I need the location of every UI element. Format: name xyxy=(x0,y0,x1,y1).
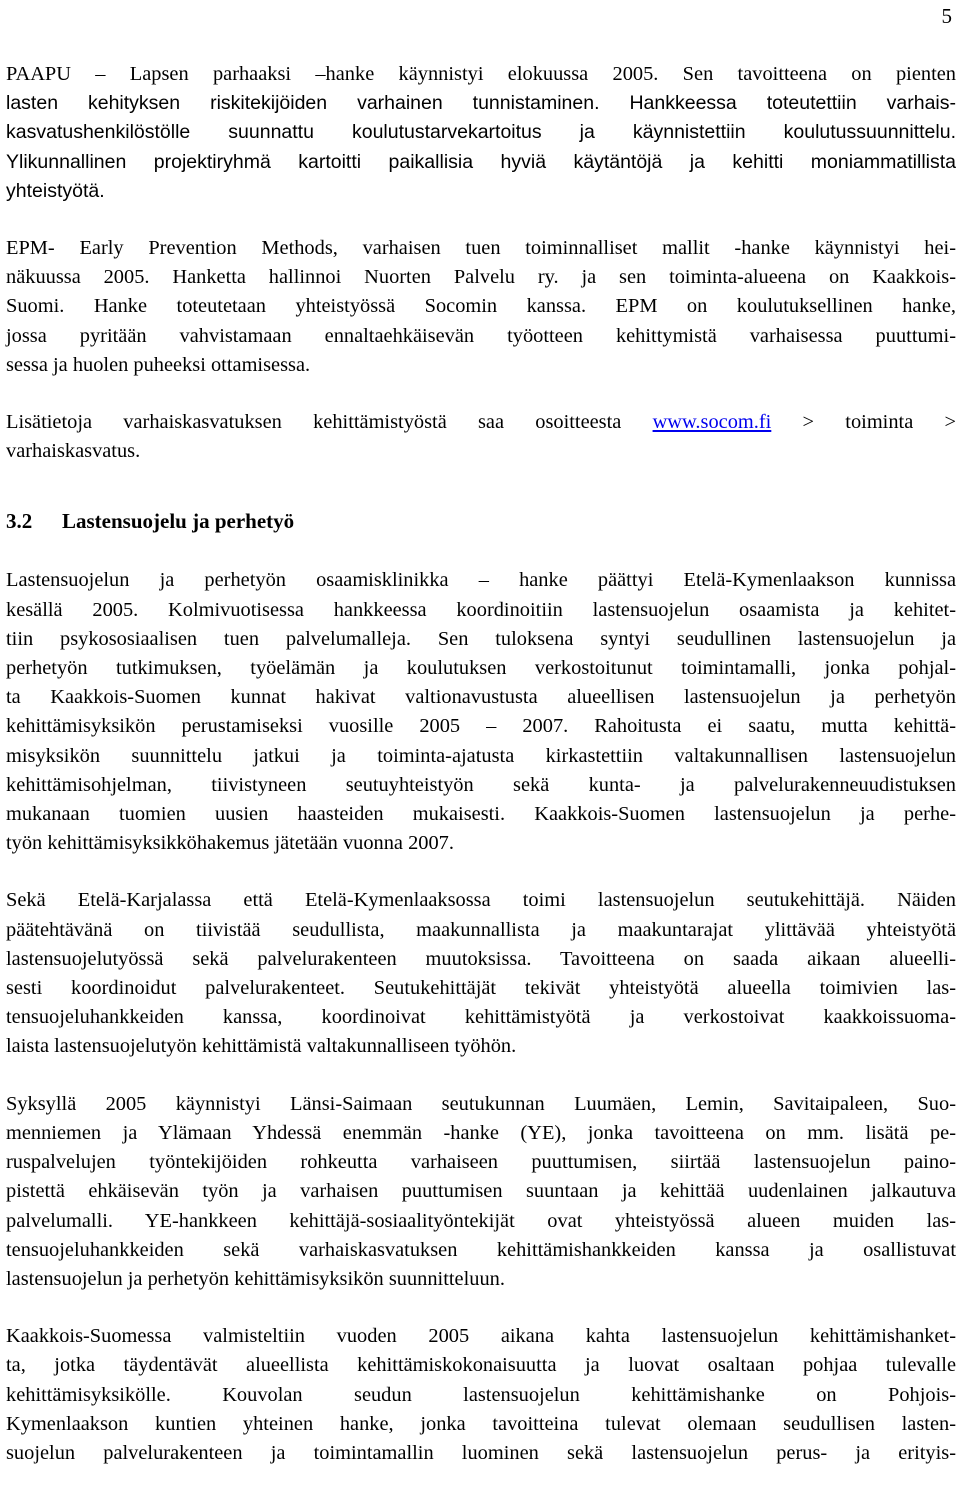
text-line: PAAPU – Lapsen parhaaksi –hanke käynnistyi elokuussa 2005. Sen tavoitteena on pienten xyxy=(6,63,956,85)
paragraph-kaakkois-suomi xyxy=(6,1322,956,1468)
text-line: ruspalvelujen työntekijöiden rohkeutta varhaiseen puuttumisen, siirtää lastensuojelun paino- xyxy=(6,1151,956,1174)
text-line: menniemen ja Ylämaan Yhdessä enemmän -hanke (YE), jonka tavoitteena on mm. lisätä pe- xyxy=(6,1121,956,1144)
text-line: misyksikön suunnittelu jatkui ja toiminta-ajatusta kirkastettiin valtakunnallisen lastensuojelun xyxy=(6,744,956,767)
text-line: jossa pyritään vahvistamaan ennaltaehkäisevän työotteen kehittymistä varhaisessa puuttumi- xyxy=(6,324,956,347)
text-line: Ylikunnallinen projektiryhmä kartoitti paikallisia hyviä käytäntöjä ja kehitti moniammatillista xyxy=(6,150,956,173)
paragraph-paapu xyxy=(6,60,956,206)
text-line: ta, jotka täydentävät alueellista kehittämiskokonaisuutta ja luovat osaltaan pohjaa tulevalle xyxy=(6,1354,956,1377)
text-line xyxy=(6,408,956,437)
text-line: kehittämisyksikön perustamiseksi vuosille 2005 – 2007. Rahoitusta ei saatu, mutta kehittä- xyxy=(6,715,956,738)
paragraph-yhdessa-enemman xyxy=(6,1090,956,1294)
text-line: ta Kaakkois-Suomen kunnat hakivat valtionavustusta alueellisen lastensuojelun ja perhetyön xyxy=(6,686,956,709)
text-line: lasten kehityksen riskitekijöiden varhainen tunnistaminen. Hankkeessa toteutettiin varhais- xyxy=(6,92,956,115)
page-number: 5 xyxy=(941,4,952,28)
text-line: lastensuojelun ja perhetyön kehittämisyksikön suunnitteluun. xyxy=(6,1267,505,1290)
text-line: kesällä 2005. Kolmivuotisessa hankkeessa koordinoitiin lastensuojelun osaamista ja kehitet- xyxy=(6,598,956,621)
text-line: Sekä Etelä-Karjalassa että Etelä-Kymenlaaksossa toimi lastensuojelun seutukehittäjä. Näiden xyxy=(6,889,956,912)
document-body xyxy=(6,60,956,1468)
section-heading xyxy=(6,507,956,536)
text-line: suojelun palvelurakenteen ja toimintamallin luominen sekä lastensuojelun perus- ja erityis- xyxy=(6,1441,956,1464)
socom-link[interactable]: www.socom.fi xyxy=(652,411,772,434)
text-line: perhetyön tutkimuksen, työelämän ja koulutuksen verkostoitunut toimintamalli, jonka pohjal- xyxy=(6,657,956,680)
text-line: EPM- Early Prevention Methods, varhaisen tuen toiminnalliset mallit -hanke käynnistyi hei- xyxy=(6,237,956,260)
paragraph-seutukehittaja xyxy=(6,886,956,1061)
text-line: laista lastensuojelutyön kehittämistä valtakunnalliseen työhön. xyxy=(6,1035,517,1058)
text-line: tensuojeluhankkeiden kanssa, koordinoivat kehittämistyötä ja verkostoivat kaakkoissuoma- xyxy=(6,1006,956,1029)
text-line: yhteistyötä. xyxy=(6,179,105,202)
text-line: tiin psykososiaalisen tuen palvelumalleja. Sen tuloksena syntyi seudullinen lastensuojelun ja xyxy=(6,627,956,650)
text-line: päätehtävänä on tiivistää seudullista, maakunnallista ja maakuntarajat ylittävää yhteistyötä xyxy=(6,918,956,941)
text-line: kasvatushenkilöstölle suunnattu koulutustarvekartoitus ja käynnistettiin koulutussuunnittelu. xyxy=(6,121,956,144)
section-number: 3.2 xyxy=(6,509,33,534)
text-line: Lastensuojelun ja perhetyön osaamisklinikka – hanke päättyi Etelä-Kymenlaakson kunnissa xyxy=(6,569,956,592)
text-line: näkuussa 2005. Hanketta hallinnoi Nuorten Palvelu ry. ja sen toiminta-alueena on Kaakkois- xyxy=(6,266,956,289)
text-line: sesti koordinoidut palvelurakenteet. Seutukehittäjät tekivät yhteistyötä alueella toimivien las- xyxy=(6,977,956,1000)
text-line: tensuojeluhankkeiden sekä varhaiskasvatuksen kehittämishankkeiden kanssa ja osallistuvat xyxy=(6,1238,956,1261)
text-line: pistettä ehkäisevän työn ja varhaisen puuttumisen suuntaan ja kehittää uudenlainen jalkautuva xyxy=(6,1180,956,1203)
text-line: työn kehittämisyksikköhakemus jätetään vuonna 2007. xyxy=(6,832,454,855)
text-line: Kymenlaakson kuntien yhteinen hanke, jonka tavoitteina tulevat olemaan seudullisen lasten- xyxy=(6,1412,956,1435)
text-line: sessa ja huolen puheeksi ottamisessa. xyxy=(6,353,311,376)
text-line: lastensuojelutyössä sekä palvelurakenteen muutoksissa. Tavoitteena on saada aikaan alueelli- xyxy=(6,947,956,970)
text-line: kehittämisohjelman, tiivistyneen seutuyhteistyön sekä kunta- ja palvelurakenneuudistuksen xyxy=(6,773,956,796)
text-line: varhaiskasvatus. xyxy=(6,440,141,463)
section-title: Lastensuojelu ja perhetyö xyxy=(62,509,295,534)
text-line: kehittämisyksikölle. Kouvolan seudun lastensuojelun kehittämishanke on Pohjois- xyxy=(6,1383,956,1406)
text-fragment: > toiminta > xyxy=(771,411,956,434)
paragraph-epm xyxy=(6,234,956,380)
paragraph-more-info xyxy=(6,408,956,466)
text-line: mukanaan tuomien uusien haasteiden mukaisesti. Kaakkois-Suomen lastensuojelun ja perhe- xyxy=(6,803,956,826)
text-line: Syksyllä 2005 käynnistyi Länsi-Saimaan seutukunnan Luumäen, Lemin, Savitaipaleen, Suo- xyxy=(6,1092,956,1115)
text-line: Kaakkois-Suomessa valmisteltiin vuoden 2005 aikana kahta lastensuojelun kehittämishanket- xyxy=(6,1325,956,1348)
paragraph-osaamisklinikka xyxy=(6,566,956,858)
text-line: Suomi. Hanke toteutetaan yhteistyössä Socomin kanssa. EPM on koulutuksellinen hanke, xyxy=(6,295,956,318)
text-fragment: Lisätietoja varhaiskasvatuksen kehittämistyöstä saa osoitteesta xyxy=(6,411,653,434)
text-line: palvelumalli. YE-hankkeen kehittäjä-sosiaalityöntekijät ovat yhteistyössä alueen muiden las- xyxy=(6,1209,956,1232)
